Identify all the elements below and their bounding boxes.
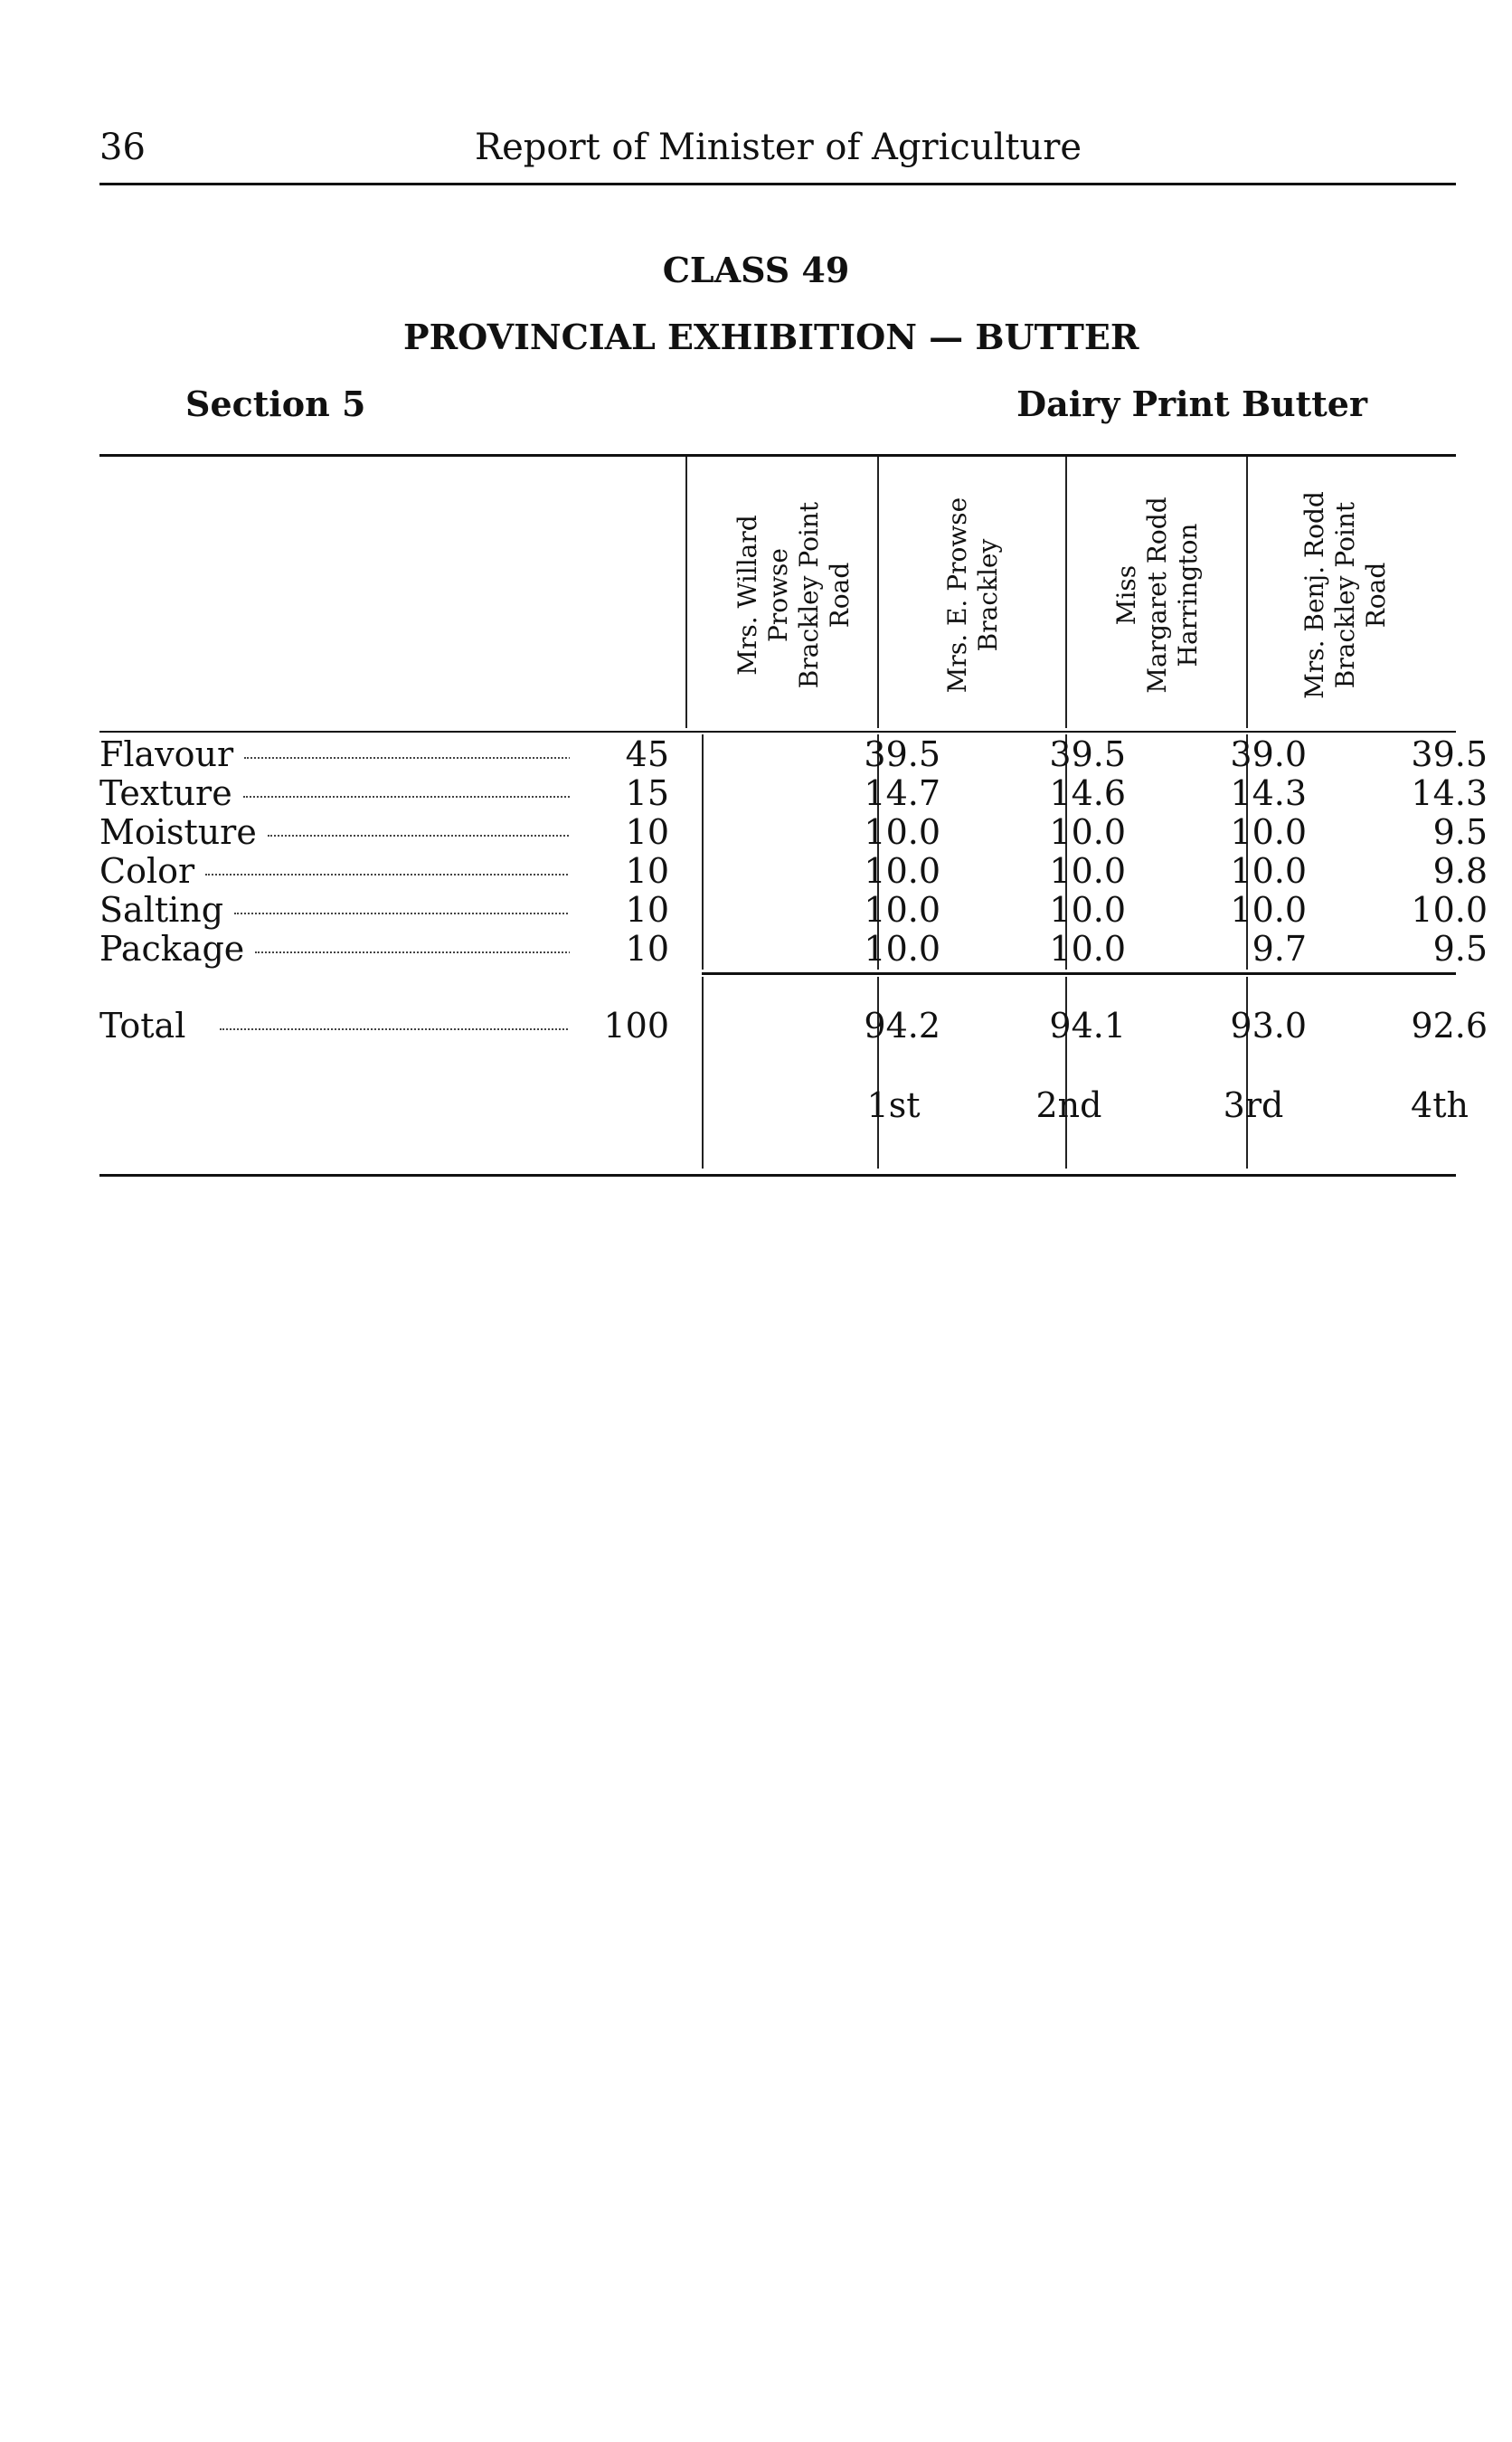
- entrant-header-2: [884, 461, 1062, 728]
- score-cell: 10.0: [864, 851, 940, 891]
- score-cell: 10.0: [1230, 851, 1307, 891]
- max-score: 10: [625, 812, 669, 852]
- score-cell: 10.0: [1049, 851, 1126, 891]
- criterion-label: Color: [99, 851, 570, 891]
- subtotal-rule: [702, 972, 1456, 975]
- score-cell: 10.0: [864, 929, 940, 969]
- score-cell: 9.8: [1432, 851, 1488, 891]
- criterion-label: Moisture: [99, 812, 570, 852]
- entrant-name: Mrs. Benj. Rodd Brackley Point Road: [1299, 490, 1391, 699]
- table-row-placing: [99, 1085, 1469, 1125]
- header-rule: [99, 183, 1456, 185]
- column-divider: [1065, 457, 1067, 728]
- table-row-flavour: [99, 734, 1488, 774]
- criterion-label: Salting: [99, 890, 570, 930]
- table-bottom-rule: [99, 1174, 1456, 1177]
- score-cell: 39.5: [1411, 734, 1488, 774]
- score-cell: 9.5: [1432, 929, 1488, 969]
- section-label: Section 5: [185, 383, 366, 424]
- score-cell: 10.0: [1230, 890, 1307, 930]
- score-cell: 10.0: [1049, 812, 1126, 852]
- score-cell: 10.0: [1230, 812, 1307, 852]
- score-cell: 10.0: [1049, 929, 1126, 969]
- placing-cell: 3rd: [1223, 1085, 1284, 1125]
- table-row-package: [99, 929, 1488, 969]
- max-score: 45: [625, 734, 669, 774]
- table-row-total: [99, 1006, 1488, 1046]
- score-cell: 9.5: [1432, 812, 1488, 852]
- score-cell: 14.7: [864, 773, 940, 813]
- score-cell: 39.5: [864, 734, 940, 774]
- placing-cell: 2nd: [1035, 1085, 1102, 1125]
- total-score-cell: 92.6: [1411, 1006, 1488, 1046]
- entrant-name: Mrs. E. Prowse Brackley: [942, 497, 1003, 693]
- class-title: CLASS 49: [662, 250, 850, 290]
- total-score-cell: 93.0: [1230, 1006, 1307, 1046]
- table-row-texture: [99, 773, 1488, 813]
- table-top-rule: [99, 454, 1456, 457]
- score-cell: 14.3: [1411, 773, 1488, 813]
- score-cell: 10.0: [1049, 890, 1126, 930]
- product-label: Dairy Print Butter: [1016, 383, 1367, 424]
- placing-cell: 4th: [1411, 1085, 1469, 1125]
- header-bottom-rule: [99, 731, 1456, 733]
- table-row-salting: [99, 890, 1488, 930]
- max-score: 100: [603, 1006, 669, 1046]
- score-cell: 10.0: [864, 812, 940, 852]
- running-title: Report of Minister of Agriculture: [475, 127, 1082, 168]
- column-divider: [1246, 457, 1248, 728]
- column-divider: [685, 457, 687, 728]
- score-cell: 39.0: [1230, 734, 1307, 774]
- score-cell: 10.0: [864, 890, 940, 930]
- criterion-label: Flavour: [99, 734, 570, 774]
- score-cell: 14.6: [1049, 773, 1126, 813]
- score-cell: 10.0: [1411, 890, 1488, 930]
- total-score-cell: 94.1: [1049, 1006, 1126, 1046]
- entrant-header-4: [1257, 461, 1434, 728]
- criterion-label: Total: [99, 1006, 570, 1046]
- entrant-name: Mrs. Willard Prowse Brackley Point Road: [732, 501, 855, 688]
- max-score: 15: [625, 773, 669, 813]
- exhibition-title: PROVINCIAL EXHIBITION — BUTTER: [403, 317, 1139, 357]
- score-cell: 9.7: [1252, 929, 1307, 969]
- max-score: 10: [625, 929, 669, 969]
- max-score: 10: [625, 851, 669, 891]
- entrant-header-1: [705, 461, 883, 728]
- entrant-header-3: [1069, 461, 1246, 728]
- criterion-label: Package: [99, 929, 570, 969]
- score-cell: 14.3: [1230, 773, 1307, 813]
- criterion-label: Texture: [99, 773, 570, 813]
- entrant-name: Miss Margaret Rodd Harrington: [1111, 496, 1203, 694]
- page-number: 36: [99, 127, 146, 168]
- page-header: [99, 127, 1456, 181]
- table-row-moisture: [99, 812, 1488, 852]
- placing-cell: 1st: [866, 1085, 921, 1125]
- total-score-cell: 94.2: [864, 1006, 940, 1046]
- max-score: 10: [625, 890, 669, 930]
- score-cell: 39.5: [1049, 734, 1126, 774]
- table-row-color: [99, 851, 1488, 891]
